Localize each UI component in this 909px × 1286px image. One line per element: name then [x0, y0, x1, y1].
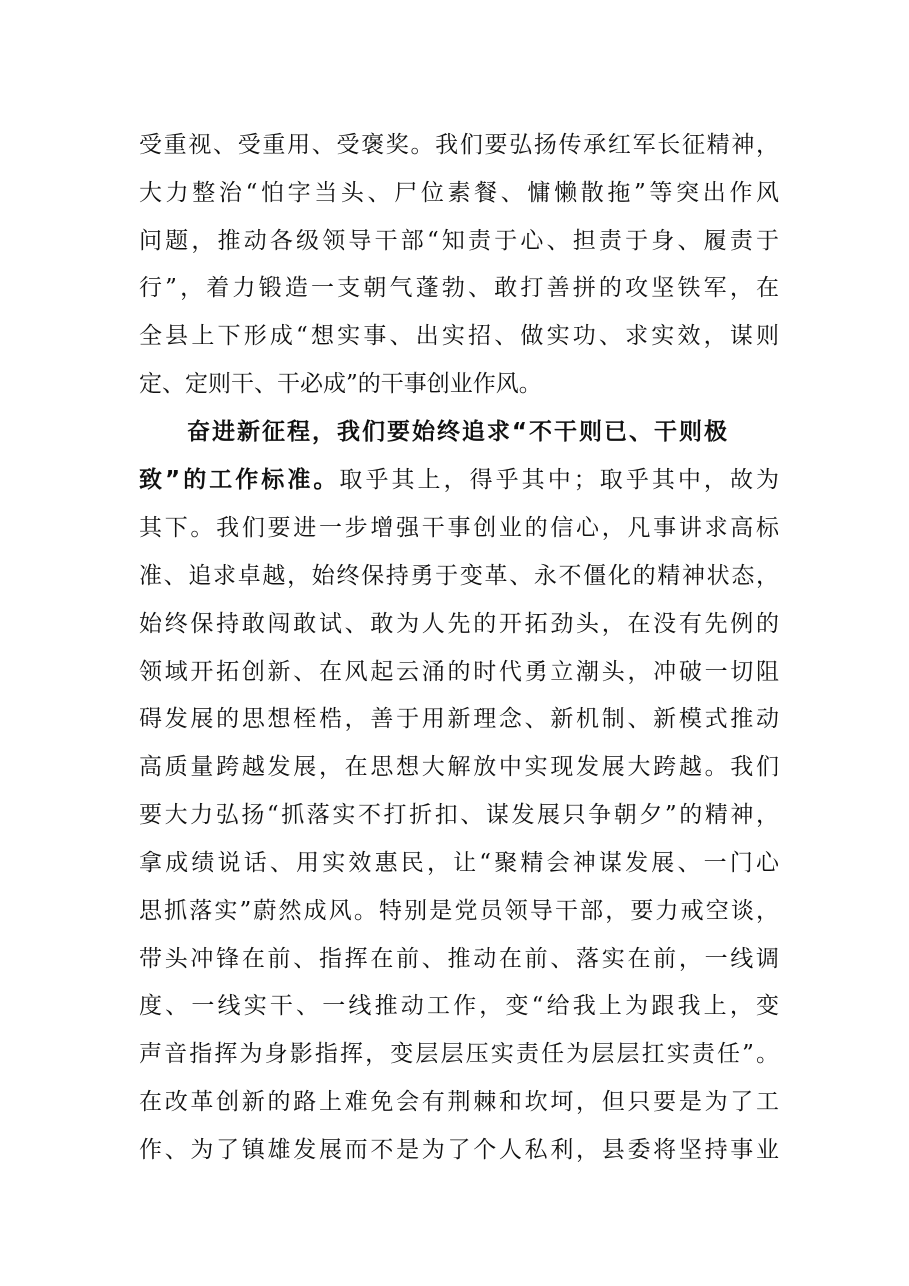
paragraph-line: 碍发展的思想桎梏，善于用新理念、新机制、新模式推动 — [139, 706, 779, 732]
paragraph-line: 作、为了镇雄发展而不是为了个人私利，县委将坚持事业 — [139, 1137, 779, 1163]
paragraph-line: 领域开拓创新、在风起云涌的时代勇立潮头，冲破一切阻 — [139, 659, 779, 685]
paragraph-line-rest: 取乎其上，得乎其中；取乎其中，故为 — [339, 467, 780, 493]
paragraph-line: 拿成绩说话、用实效惠民，让“聚精会神谋发展、一门心 — [139, 850, 779, 876]
paragraph-line: 带头冲锋在前、指挥在前、推动在前、落实在前，一线调 — [139, 946, 779, 972]
paragraph-line: 行”，着力锻造一支朝气蓬勃、敢打善拼的攻坚铁军，在 — [139, 275, 779, 301]
paragraph-line: 全县上下形成“想实事、出实招、做实功、求实效，谋则 — [139, 323, 779, 349]
paragraph-line: 始终保持敢闯敢试、敢为人先的开拓劲头，在没有先例的 — [139, 611, 779, 637]
paragraph-line: 大力整治“怕字当头、尸位素餐、慵懒散拖”等突出作风 — [139, 180, 779, 206]
paragraph-line: 声音指挥为身影指挥，变层层压实责任为层层扛实责任”。 — [139, 1041, 779, 1067]
paragraph-line: 其下。我们要进一步增强干事创业的信心，凡事讲求高标 — [139, 515, 779, 541]
paragraph-line: 要大力弘扬“抓落实不打折扣、谋发展只争朝夕”的精神， — [139, 802, 779, 828]
paragraph-line: 定、定则干、干必成”的干事创业作风。 — [139, 371, 542, 397]
paragraph-line: 在改革创新的路上难免会有荆棘和坎坷，但只要是为了工 — [139, 1089, 779, 1115]
section-heading-tail: 致”的工作标准。 — [139, 467, 340, 493]
paragraph-line: 度、一线实干、一线推动工作，变“给我上为跟我上，变 — [139, 993, 779, 1019]
paragraph-line: 问题，推动各级领导干部“知责于心、担责于身、履责于 — [139, 228, 779, 254]
paragraph-line: 受重视、受重用、受褒奖。我们要弘扬传承红军长征精神， — [139, 132, 779, 158]
paragraph-line: 准、追求卓越，始终保持勇于变革、永不僵化的精神状态， — [139, 563, 779, 589]
paragraph-line: 思抓落实”蔚然成风。特别是党员领导干部，要力戒空谈， — [139, 898, 779, 924]
section-heading-line: 奋进新征程，我们要始终追求“不干则已、干则极 — [187, 419, 727, 445]
paragraph-line: 高质量跨越发展，在思想大解放中实现发展大跨越。我们 — [139, 754, 779, 780]
paragraph-line-mixed — [139, 460, 779, 500]
